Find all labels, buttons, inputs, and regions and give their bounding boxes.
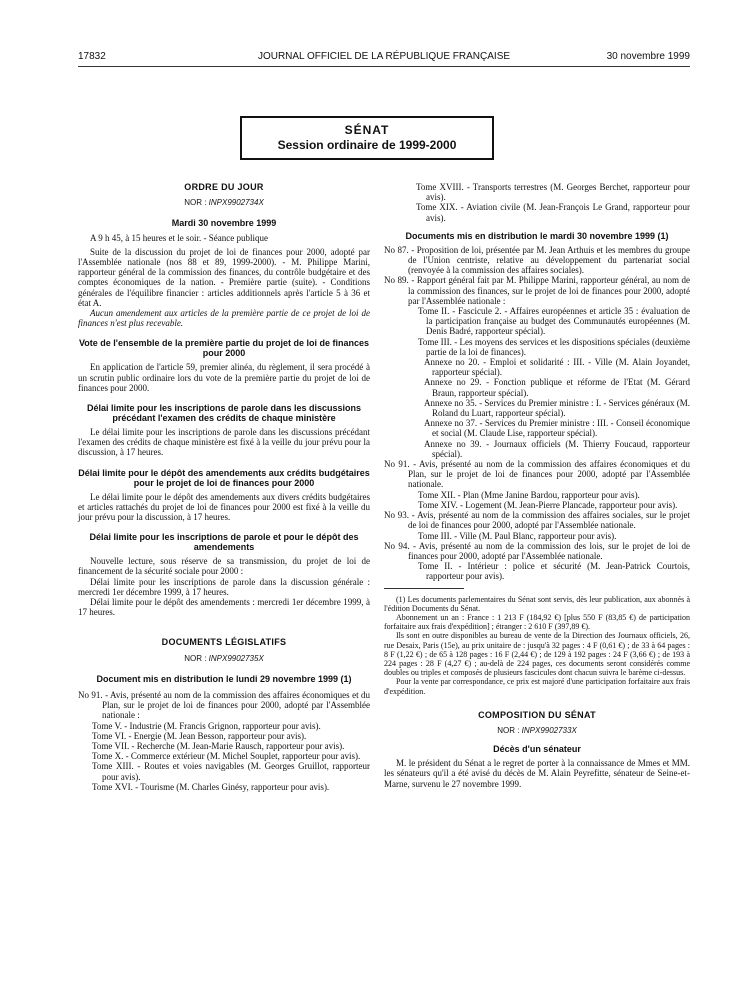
deces-paragraph: M. le président du Sénat a le regret de porter à la connaissance de Mmes et MM. les sénateurs qu'il a été avisé du décès de M. Alain Peyrefitte, sénateur de Seine-et-Marne, survenu le 27 novembre 1999.: [384, 758, 690, 789]
deces-heading: Décès d'un sénateur: [493, 744, 581, 755]
doc-89-annexe: Annexe no 39. - Journaux officiels (M. Thierry Foucaud, rapporteur spécial).: [424, 438, 690, 459]
footnote-prix: Ils sont en outre disponibles au bureau de vente de la Direction des Journaux officiels, 26, rue Desaix, Paris (15e), au prix unitaire de : jusqu'à 32 pages : 4 F (0,61 €) ; de 33 à 64 pages : 8 F (1,22 €) ; de 65 à 128 pages : 16 F (2,44 €) ; de 129 à 192 pages : 24 F (3,66 €) ; de 193 à 224 pages : 28 F (4,27 €) ; au-delà de 224 pages, ces documents seront considérés comme doubles ou triples et composés de plusieurs fascicules dont chacun suivra le barème ci-dessus.: [384, 631, 690, 678]
doc-91-entry: No 91. - Avis, présenté au nom de la commission des affaires économiques et du Plan, sur le projet de loi de finances pour 2000, adopté par l'Assemblée nationale :: [78, 689, 370, 721]
nouvelle-lecture-paragraph: Nouvelle lecture, sous réserve de sa transmission, du projet de loi de financement de la sécurité sociale pour 2000 :: [78, 556, 370, 577]
doc-91-entry: No 91. - Avis, présenté au nom de la commission des affaires économiques et du Plan, sur le projet de loi de finances pour 2000, adopté par l'Assemblée nationale.: [384, 459, 690, 490]
header-rule: [78, 66, 690, 67]
documents-legislatifs-heading: DOCUMENTS LÉGISLATIFS: [161, 637, 287, 648]
chamber-title: SÉNAT: [344, 123, 390, 137]
doc-93-entry: No 93. - Avis, présenté au nom de la commission des affaires sociales, sur le projet de loi de finances pour 2000, adopté par l'Assemblée nationale.: [384, 510, 690, 531]
journal-title: JOURNAL OFFICIEL DE LA RÉPUBLIQUE FRANÇAISE: [257, 51, 511, 62]
delai-parole-amendements-heading: Délai limite pour les inscriptions de parole et pour le dépôt des amendements: [89, 532, 359, 553]
footnote-rule: [384, 588, 464, 589]
vote-paragraph: En application de l'article 59, premier alinéa, du règlement, il sera procédé à un scrutin public ordinaire lors du vote de la première partie du projet de loi de finances pour 2000.: [78, 362, 370, 393]
running-header: [78, 51, 690, 65]
page-number: 17832: [78, 51, 106, 62]
delai-parole-heading: Délai limite pour les inscriptions de parole dans les discussions précédant l'examen des crédits de chaque ministère: [86, 403, 362, 424]
title-box: [240, 116, 494, 160]
doc-91-tome-continued: Tome XVIII. - Transports terrestres (M. Georges Berchet, rapporteur pour avis).: [416, 182, 690, 203]
ordre-time: A 9 h 45, à 15 heures et le soir. - Séance publique: [90, 232, 268, 243]
doc-91-tome: Tome XIV. - Logement (M. Jean-Pierre Plancade, rapporteur pour avis).: [418, 499, 678, 510]
documents-distribution-heading: Documents mis en distribution le mardi 30 novembre 1999 (1): [405, 230, 669, 241]
composition-heading: COMPOSITION DU SÉNAT: [478, 709, 596, 720]
doc-89-tome: Tome III. - Les moyens des services et les dispositions spéciales (deuxième partie de la loi de finances).: [418, 336, 690, 357]
issue-date: 30 novembre 1999: [606, 51, 690, 62]
doc-91-tome: Tome X. - Commerce extérieur (M. Michel Souplet, rapporteur pour avis).: [92, 751, 361, 762]
left-column: [78, 182, 370, 792]
doc-91-tome-continued: Tome XIX. - Aviation civile (M. Jean-François Le Grand, rapporteur pour avis).: [416, 202, 690, 223]
doc-91-tome: Tome XVI. - Tourisme (M. Charles Ginésy, rapporteur pour avis).: [92, 781, 330, 792]
delai-inscription-paragraph: Délai limite pour les inscriptions de parole dans la discussion générale : mercredi 1er décembre 1999, à 17 heures.: [78, 576, 370, 597]
doc-89-entry: No 89. - Rapport général fait par M. Philippe Marini, rapporteur général, au nom de la commission des finances, sur le projet de loi de finances pour 2000, adopté par l'Assemblée nationale :: [384, 275, 690, 306]
doc-89-annexe: Annexe no 20. - Emploi et solidarité : III. - Ville (M. Alain Joyandet, rapporteur spécial).: [424, 357, 690, 378]
compo-nor: NOR : INPX9902733X: [497, 725, 577, 735]
doc-91-tome: Tome VI. - Energie (M. Jean Besson, rapporteur pour avis).: [92, 730, 307, 741]
delai-depot-paragraph: Délai limite pour le dépôt des amendements : mercredi 1er décembre 1999, à 17 heures.: [78, 597, 370, 618]
footnote-correspondance: Pour la vente par correspondance, ce prix est majoré d'une participation forfaitaire aux frais d'expédition.: [384, 677, 690, 696]
right-column: [384, 182, 690, 789]
footnote-abonnement: Abonnement un an : France : 1 213 F (184,92 €) [plus 550 F (83,85 €) de participation forfaitaire aux frais d'expédition] ; étranger : 2 610 F (397,89 €).: [384, 612, 690, 632]
ordre-nor: NOR : INPX9902734X: [184, 198, 264, 208]
docs-nor: NOR : INPX9902735X: [184, 653, 264, 663]
doc-91-tome: Tome XIII. - Routes et voies navigables (M. Georges Gruillot, rapporteur pour avis).: [92, 761, 370, 782]
doc-91-tome: Tome V. - Industrie (M. Francis Grignon, rapporteur pour avis).: [92, 720, 321, 731]
delai-amendements-heading: Délai limite pour le dépôt des amendements aux crédits budgétaires pour le projet de loi de finances pour 2000: [78, 467, 370, 488]
document-distribution-heading: Document mis en distribution le lundi 29 novembre 1999 (1): [96, 673, 352, 684]
doc-89-annexe: Annexe no 37. - Services du Premier ministre : III. - Conseil économique et social (M. Claude Lise, rapporteur spécial).: [424, 418, 690, 439]
doc-94-tome: Tome II. - Intérieur : police et sécurité (M. Jean-Patrick Courtois, rapporteur pour avis).: [418, 561, 690, 582]
delai-parole-paragraph: Le délai limite pour les inscriptions de parole dans les discussions précédant l'examen des crédits de chaque ministère est fixé à la veille du jour prévu pour la discussion, à 17 heures.: [78, 427, 370, 458]
doc-93-tome: Tome III. - Ville (M. Paul Blanc, rapporteur pour avis).: [418, 530, 617, 541]
doc-91-tome: Tome XII. - Plan (Mme Janine Bardou, rapporteur pour avis).: [418, 489, 640, 500]
doc-89-annexe: Annexe no 29. - Fonction publique et réforme de l'Etat (M. Gérard Braun, rapporteur spécial).: [424, 377, 690, 398]
doc-89-annexe: Annexe no 35. - Services du Premier ministre : I. - Services généraux (M. Roland du Luart, rapporteur spécial).: [424, 397, 690, 419]
doc-94-entry: No 94. - Avis, présenté au nom de la commission des lois, sur le projet de loi de finances pour 2000, adopté par l'Assemblée nationale.: [384, 540, 690, 561]
doc-91-tome: Tome VII. - Recherche (M. Jean-Marie Rausch, rapporteur pour avis).: [92, 740, 345, 751]
ordre-du-jour-heading: ORDRE DU JOUR: [184, 182, 264, 192]
vote-heading: Vote de l'ensemble de la première partie du projet de loi de finances pour 2000: [78, 338, 370, 359]
ordre-date: Mardi 30 novembre 1999: [171, 218, 277, 229]
footnote-1: (1) Les documents parlementaires du Sénat sont servis, dès leur publication, aux abonnés à l'édition Documents du Sénat.: [384, 594, 690, 613]
ordre-note: Aucun amendement aux articles de la première partie de ce projet de loi de finances n'est plus recevable.: [78, 308, 370, 329]
doc-87-entry: No 87. - Proposition de loi, présentée par M. Jean Arthuis et les membres du groupe de l'Union centriste, relative au développement du partenariat social (renvoyée à la commission des affaires sociales).: [384, 244, 690, 276]
ordre-paragraph: Suite de la discussion du projet de loi de finances pour 2000, adopté par l'Assemblée nationale (nos 88 et 89, 1999-2000). - M. Philippe Marini, rapporteur général de la commission des finances, du contrôle budgétaire et des comptes économiques de la nation. - Première partie (suite). - Conditions générales de l'équilibre financier : articles additionnels après l'article 5 à 36 et état A.: [78, 246, 370, 308]
doc-89-tome: Tome II. - Fascicule 2. - Affaires européennes et article 35 : évaluation de la participation française au budget des Communautés européennes (M. Denis Badré, rapporteur spécial).: [418, 306, 690, 337]
session-title: Session ordinaire de 1999-2000: [277, 138, 457, 152]
delai-amendements-paragraph: Le délai limite pour le dépôt des amendements aux divers crédits budgétaires et articles rattachés du projet de loi de finances pour 2000 est fixé à la veille du jour prévu pour la discussion, à 17 heures.: [78, 491, 370, 523]
